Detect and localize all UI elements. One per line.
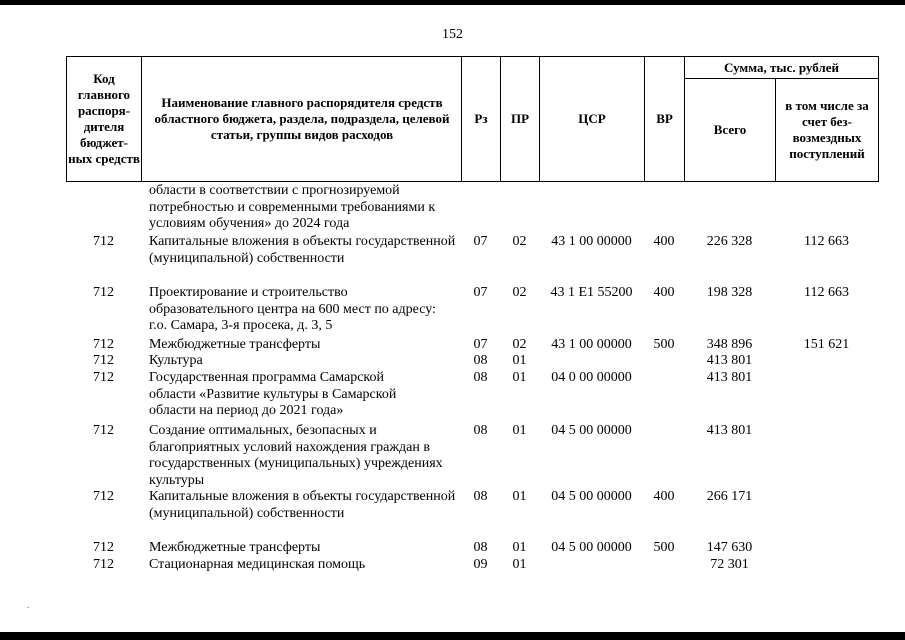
row-csr: 43 1 00 00000 — [551, 234, 632, 249]
row-total: 198 328 — [706, 285, 753, 300]
row-total: 266 171 — [706, 489, 753, 504]
scan-speck: . — [27, 600, 30, 611]
header-vline — [66, 56, 67, 182]
row-csr: 43 1 00 00000 — [551, 337, 632, 352]
header-total: Всего — [713, 122, 747, 137]
row-pr: 01 — [512, 370, 527, 385]
row-code: 712 — [93, 557, 114, 572]
header-bottom-line — [66, 181, 879, 182]
row-code: 712 — [93, 423, 114, 438]
row-incl: 112 663 — [804, 234, 849, 249]
header-csr: ЦСР — [578, 111, 606, 126]
row-rz: 07 — [473, 285, 488, 300]
row-total: 413 801 — [706, 353, 753, 368]
row-code: 712 — [93, 285, 114, 300]
row-code: 712 — [93, 489, 114, 504]
row-rz: 09 — [473, 557, 488, 572]
row-pr: 02 — [512, 234, 527, 249]
row-pr: 01 — [512, 489, 527, 504]
row-vr: 400 — [653, 285, 675, 300]
header-sum: Сумма, тыс. рублей — [724, 59, 839, 75]
header-incl: в том числе за счет без-возмездных поступлений — [785, 98, 869, 161]
header-pr: ПР — [510, 111, 530, 126]
row-code: 712 — [93, 337, 114, 352]
row-total: 226 328 — [706, 234, 753, 249]
row-rz: 08 — [473, 423, 488, 438]
header-name: Наименование главного распорядителя средств областного бюджета, раздела, подраздела, целевой статьи, группы видов расходов — [154, 95, 450, 142]
row-csr: 04 5 00 00000 — [551, 540, 632, 555]
row-pr: 02 — [512, 337, 527, 352]
row-name: области в соответствии с прогнозируемой потребностью и современными требованиями к условиям обучения» до 2024 года — [149, 183, 436, 231]
row-total: 348 896 — [706, 337, 753, 352]
header-vline — [878, 56, 879, 182]
row-name: Капитальные вложения в объекты государственной (муниципальной) собственности — [149, 489, 456, 521]
row-pr: 01 — [512, 557, 527, 572]
row-rz: 08 — [473, 370, 488, 385]
row-pr: 01 — [512, 353, 527, 368]
row-name: Капитальные вложения в объекты государственной (муниципальной) собственности — [149, 234, 456, 266]
row-name: Межбюджетные трансферты — [149, 540, 321, 555]
row-code: 712 — [93, 234, 114, 249]
row-total: 413 801 — [706, 423, 753, 438]
row-pr: 01 — [512, 540, 527, 555]
row-vr: 500 — [653, 337, 675, 352]
page-number: 152 — [442, 27, 463, 42]
row-rz: 07 — [473, 337, 488, 352]
row-pr: 02 — [512, 285, 527, 300]
header-code: Код главного распоря-дителя бюджет-ных средств — [68, 71, 140, 166]
header-vr: ВР — [656, 111, 673, 126]
row-code: 712 — [93, 540, 114, 555]
row-incl: 112 663 — [804, 285, 849, 300]
header-rz: Рз — [474, 111, 488, 126]
row-csr: 04 5 00 00000 — [551, 489, 632, 504]
row-total: 147 630 — [706, 540, 753, 555]
row-total: 413 801 — [706, 370, 753, 385]
header-vline — [141, 56, 142, 182]
row-code: 712 — [93, 353, 114, 368]
row-vr: 400 — [653, 489, 675, 504]
row-name: Межбюджетные трансферты — [149, 337, 321, 352]
row-name: Стационарная медицинская помощь — [149, 557, 366, 572]
row-rz: 08 — [473, 353, 488, 368]
row-rz: 08 — [473, 489, 488, 504]
row-pr: 01 — [512, 423, 527, 438]
row-vr: 400 — [653, 234, 675, 249]
bottom-border — [0, 632, 905, 640]
row-incl: 151 621 — [803, 337, 850, 352]
row-name: Государственная программа Самарской области «Развитие культуры в Самарской области на период до 2021 года» — [149, 370, 397, 418]
row-name: Создание оптимальных, безопасных и благоприятных условий нахождения граждан в государственных (муниципальных) учреждениях культуры — [149, 423, 443, 488]
row-total: 72 301 — [710, 557, 749, 572]
row-rz: 08 — [473, 540, 488, 555]
row-csr: 04 0 00 00000 — [551, 370, 632, 385]
row-vr: 500 — [653, 540, 675, 555]
header-vline — [775, 79, 776, 182]
top-border — [0, 0, 905, 5]
row-name: Культура — [149, 353, 203, 368]
row-name: Проектирование и строительство образовательного центра на 600 мест по адресу: г.о. Самара, 3-я просека, д. 3, 5 — [149, 285, 436, 333]
row-csr: 04 5 00 00000 — [551, 423, 632, 438]
row-code: 712 — [93, 370, 114, 385]
row-rz: 07 — [473, 234, 488, 249]
row-csr: 43 1 E1 55200 — [550, 285, 633, 300]
